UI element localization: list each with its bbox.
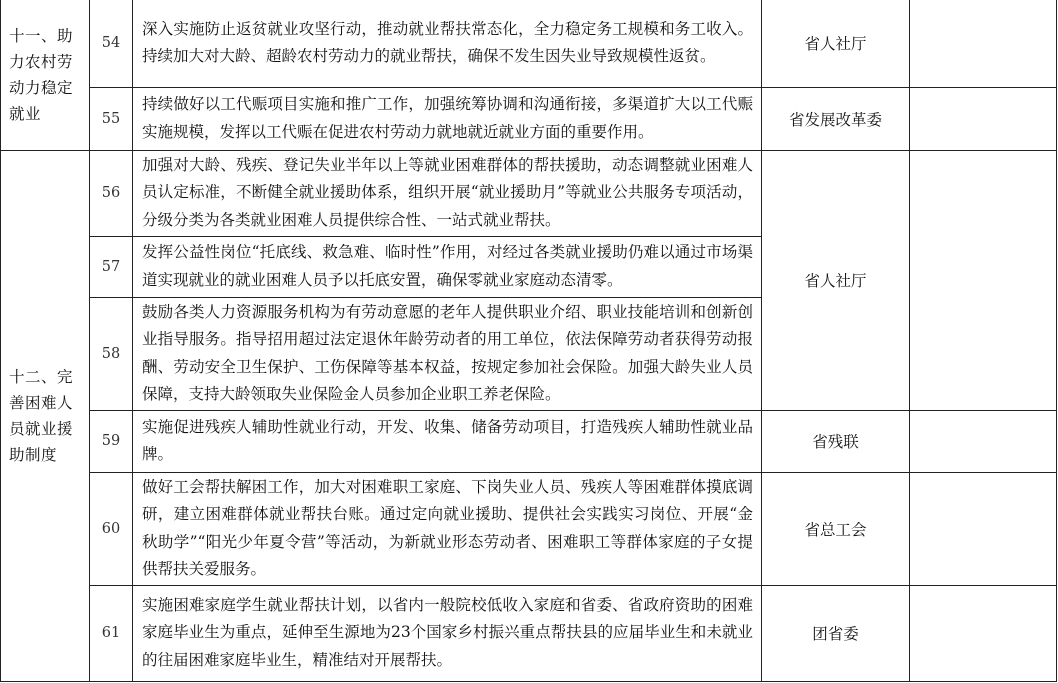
item-number: 55 xyxy=(90,87,133,150)
table-row xyxy=(1,150,1057,236)
item-number: 56 xyxy=(90,150,133,236)
table-row xyxy=(1,87,1057,150)
item-number: 60 xyxy=(90,472,133,585)
table-row xyxy=(1,472,1057,585)
remarks-cell xyxy=(910,87,1057,150)
measure-text: 实施困难家庭学生就业帮扶计划，以省内一般院校低收入家庭和省委、省政府资助的困难家庭毕业生为重点，延伸至生源地为23个国家乡村振兴重点帮扶县的应届毕业生和未就业的往届困难家庭毕业生，精准结对开展帮扶。 xyxy=(133,585,762,681)
item-number: 58 xyxy=(90,297,133,410)
measure-text: 鼓励各类人力资源服务机构为有劳动意愿的老年人提供职业介绍、职业技能培训和创新创业指导服务。指导招用超过法定退休年龄劳动者的用工单位，依法保障劳动者获得劳动报酬、劳动安全卫生保护、工伤保障等基本权益，按规定参加社会保险。加强大龄失业人员保障，支持大龄领取失业保险金人员参加企业职工养老保险。 xyxy=(133,297,762,410)
measure-text: 发挥公益性岗位“托底线、救急难、临时性”作用，对经过各类就业援助仍难以通过市场渠道实现就业的就业困难人员予以托底安置，确保零就业家庭动态清零。 xyxy=(133,236,762,297)
remarks-cell xyxy=(910,585,1057,681)
category-cell: 十一、助力农村劳动力稳定就业 xyxy=(1,0,90,150)
department-cell: 省人社厅 xyxy=(762,150,910,410)
measure-text: 加强对大龄、残疾、登记失业半年以上等就业困难群体的帮扶援助，动态调整就业困难人员认定标准，不断健全就业援助体系，组织开展“就业援助月”等就业公共服务专项活动，分级分类为各类就业困难人员提供综合性、一站式就业帮扶。 xyxy=(133,150,762,236)
remarks-cell xyxy=(910,150,1057,410)
remarks-cell xyxy=(910,410,1057,472)
table-row xyxy=(1,585,1057,681)
department-cell: 省总工会 xyxy=(762,472,910,585)
table-row xyxy=(1,0,1057,87)
item-number: 59 xyxy=(90,410,133,472)
measure-text: 做好工会帮扶解困工作，加大对困难职工家庭、下岗失业人员、残疾人等困难群体摸底调研，建立困难群体就业帮扶台账。通过定向就业援助、提供社会实践实习岗位、开展“金秋助学”“阳光少年夏令营”等活动，为新就业形态劳动者、困难职工等群体家庭的子女提供帮扶关爱服务。 xyxy=(133,472,762,585)
item-number: 57 xyxy=(90,236,133,297)
remarks-cell xyxy=(910,0,1057,87)
category-cell: 十二、完善困难人员就业援助制度 xyxy=(1,150,90,681)
measure-text: 实施促进残疾人辅助性就业行动，开发、收集、储备劳动项目，打造残疾人辅助性就业品牌。 xyxy=(133,410,762,472)
table-row xyxy=(1,410,1057,472)
department-cell: 省发展改革委 xyxy=(762,87,910,150)
remarks-cell xyxy=(910,472,1057,585)
measure-text: 深入实施防止返贫就业攻坚行动，推动就业帮扶常态化，全力稳定务工规模和务工收入。持续加大对大龄、超龄农村劳动力的就业帮扶，确保不发生因失业导致规模性返贫。 xyxy=(133,0,762,87)
measure-text: 持续做好以工代赈项目实施和推广工作，加强统筹协调和沟通衔接，多渠道扩大以工代赈实施规模，发挥以工代赈在促进农村劳动力就地就近就业方面的重要作用。 xyxy=(133,87,762,150)
item-number: 61 xyxy=(90,585,133,681)
department-cell: 省人社厅 xyxy=(762,0,910,87)
department-cell: 省残联 xyxy=(762,410,910,472)
department-cell: 团省委 xyxy=(762,585,910,681)
item-number: 54 xyxy=(90,0,133,87)
